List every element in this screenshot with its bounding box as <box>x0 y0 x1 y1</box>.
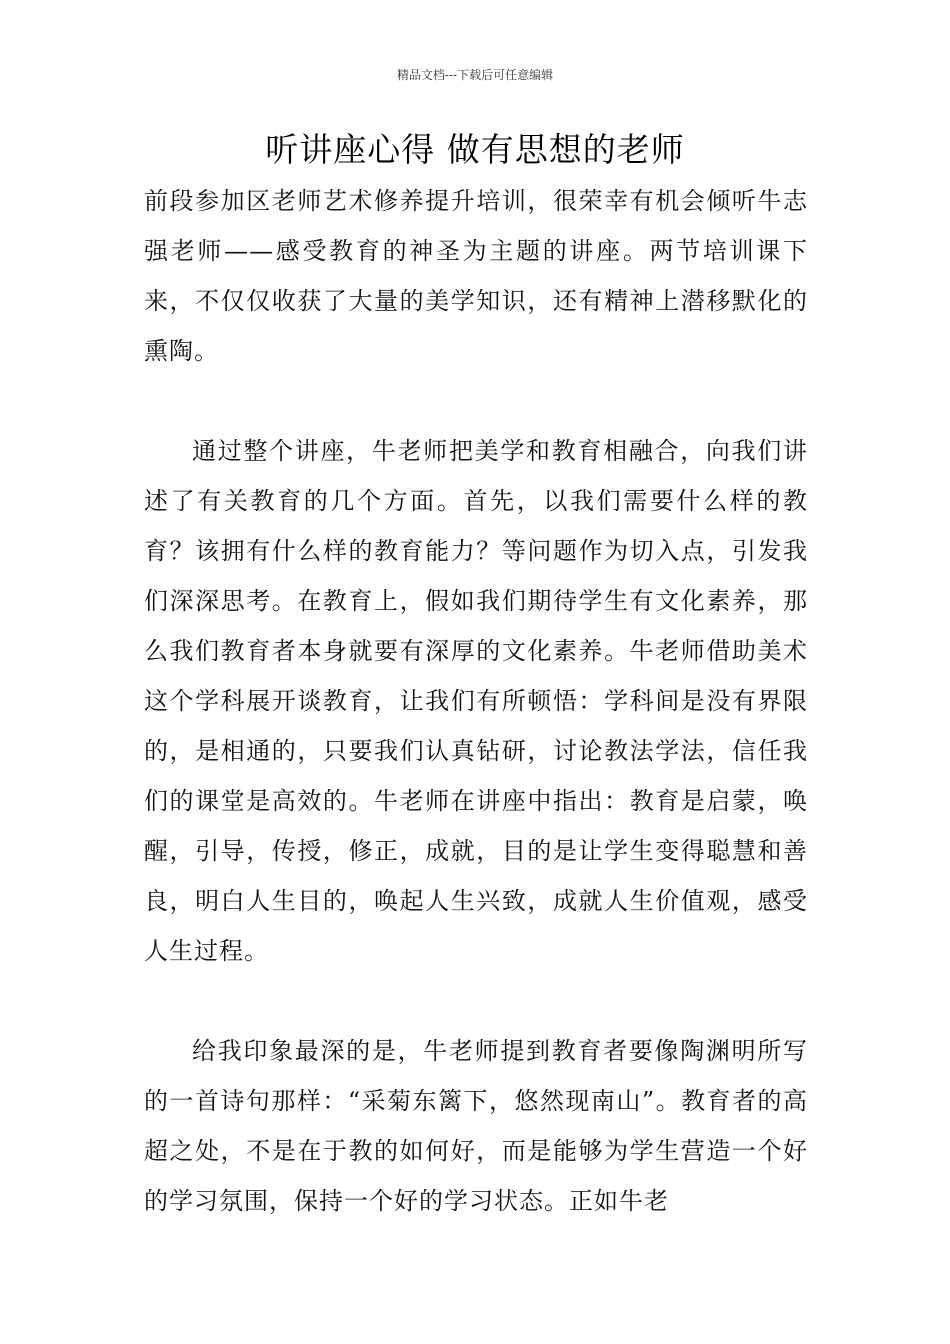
paragraph-spacer <box>144 976 808 1026</box>
page-header-note: 精品文档---下载后可任意编辑 <box>396 68 554 82</box>
paragraph-impression: 给我印象最深的是，牛老师提到教育者要像陶渊明所写的一首诗句那样：“采菊东篱下，悠然现南山”。教育者的高超之处，不是在于教的如何好，而是能够为学生营造一个好的学习氛围，保持一个好的学习状态。正如牛老 <box>144 1037 808 1215</box>
paragraph-lecture-summary: 通过整个讲座，牛老师把美学和教育相融合，向我们讲述了有关教育的几个方面。首先，以我们需要什么样的教育？该拥有什么样的教育能力？等问题作为切入点，引发我们深深思考。在教育上，假如我们期待学生有文化素养，那么我们教育者本身就要有深厚的文化素养。牛老师借助美术这个学科展开谈教育，让我们有所顿悟：学科间是没有界限的，是相通的，只要我们认真钻研，讨论教法学法，信任我们的课堂是高效的。牛老师在讲座中指出：教育是启蒙，唤醒，引导，传授，修正，成就，目的是让学生变得聪慧和善良，明白人生目的，唤起人生兴致，成就人生价值观，感受人生过程。 <box>144 437 808 965</box>
paragraph-intro: 前段参加区老师艺术修养提升培训，很荣幸有机会倾听牛志强老师——感受教育的神圣为主题的讲座。两节培训课下来，不仅仅收获了大量的美学知识，还有精神上潜移默化的熏陶。 <box>144 187 808 365</box>
document-title: 听讲座心得 做有思想的老师 <box>265 130 685 169</box>
paragraph-spacer <box>144 376 808 426</box>
document-body <box>144 176 808 1226</box>
